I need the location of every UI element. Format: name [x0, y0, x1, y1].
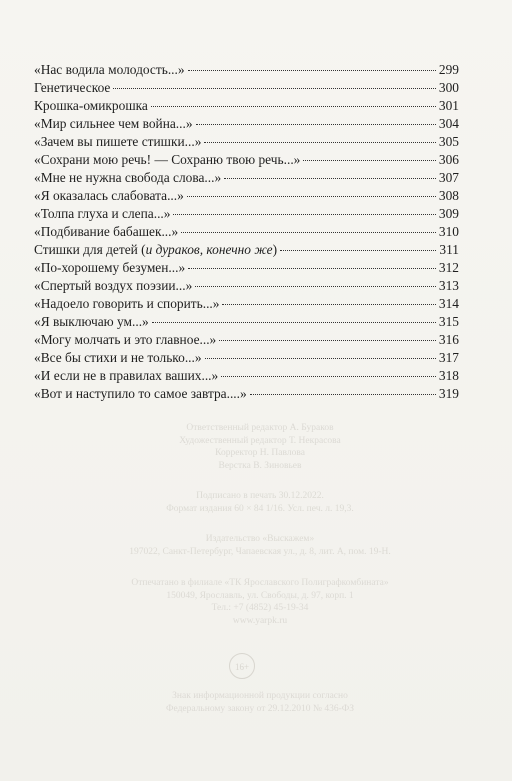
show-through-line: Знак информационной продукции согласно [172, 691, 348, 701]
show-through-line: Формат издания 60 × 84 1/16. Усл. печ. л. 19,3. [166, 503, 354, 514]
toc-entry-title: Крошка-омикрошка [34, 98, 148, 113]
dot-leader [151, 105, 436, 107]
toc-entry-title: «Спертый воздух поэзии...» [34, 278, 193, 293]
dot-leader [113, 87, 436, 89]
toc-entry-page-number: 315 [438, 314, 459, 329]
toc-entry-page-number: 310 [438, 224, 459, 239]
toc-entry-title: Стишки для детей (и дураков, конечно же) [34, 242, 278, 257]
show-through-block-editorial [100, 422, 420, 472]
toc-entry-page-number: 316 [438, 332, 459, 347]
show-through-line: 197022, Санкт-Петербург, Чапаевская ул., д. 8, лит. А, пом. 19-Н. [129, 546, 391, 557]
dot-leader [250, 393, 436, 395]
toc-entry-title: «Сохрани мою речь! — Сохраню твою речь...» [34, 152, 301, 167]
toc-entry-title: «Мне не нужна свобода слова...» [34, 170, 222, 185]
dot-leader [187, 195, 436, 197]
toc-entry-page-number: 307 [438, 170, 459, 185]
show-through-line: 150049, Ярославль, ул. Свободы, д. 97, корп. 1 [166, 590, 354, 601]
toc-entry [34, 241, 459, 259]
toc-entry-page-number: 314 [438, 296, 459, 311]
toc-entry-page-number: 313 [438, 278, 459, 293]
toc-entry-title: «Я выключаю ум...» [34, 314, 149, 329]
toc-entry-title: «По-хорошему безумен...» [34, 260, 186, 275]
toc-entry-page-number: 304 [438, 116, 459, 131]
toc-entry-page-number: 319 [438, 386, 459, 401]
dot-leader [173, 213, 435, 215]
toc-entry [34, 133, 459, 151]
age-rating-emblem: 16+ [229, 653, 255, 679]
toc-entry-page-number: 299 [438, 62, 459, 77]
dot-leader [224, 177, 436, 179]
toc-entry [34, 367, 459, 385]
toc-entry [34, 277, 459, 295]
toc-entry-page-number: 301 [438, 98, 459, 113]
toc-entry [34, 385, 459, 403]
show-through-line: Корректор Н. Павлова [215, 448, 305, 458]
toc-entry-page-number: 308 [438, 188, 459, 203]
toc-entry-title: «Могу молчать и это главное...» [34, 332, 217, 347]
toc-entry [34, 223, 459, 241]
toc-entry [34, 295, 459, 313]
show-through-block-print-info [100, 490, 420, 515]
dot-leader [152, 321, 436, 323]
show-through-line: Отпечатано в филиале «ТК Ярославского Полиграфкомбината» [131, 578, 389, 588]
toc-entry [34, 61, 459, 79]
dot-leader [205, 357, 436, 359]
toc-entry-title: «Подбивание бабашек...» [34, 224, 179, 239]
toc-entry-page-number: 318 [438, 368, 459, 383]
toc-entry-title: «Я оказалась слабовата...» [34, 188, 184, 203]
dot-leader [188, 69, 436, 71]
toc-entry [34, 331, 459, 349]
dot-leader [219, 339, 436, 341]
dot-leader [303, 159, 436, 161]
toc-entry-title: «Нас водила молодость...» [34, 62, 185, 77]
toc-entry [34, 187, 459, 205]
toc-entry-title: «Вот и наступило то самое завтра....» [34, 386, 247, 401]
toc-entry-page-number: 306 [438, 152, 459, 167]
toc-entry-page-number: 309 [438, 206, 459, 221]
toc-entry-title: «Надоело говорить и спорить...» [34, 296, 220, 311]
toc-entry [34, 79, 459, 97]
toc-entry [34, 205, 459, 223]
toc-entry [34, 169, 459, 187]
toc-entry-page-number: 300 [438, 80, 459, 95]
table-of-contents [34, 61, 459, 403]
dot-leader [222, 303, 435, 305]
show-through-line: www.yarpk.ru [232, 615, 288, 626]
toc-entry-page-number: 312 [438, 260, 459, 275]
show-through-block-publisher [100, 533, 420, 558]
toc-entry-title: Генетическое [34, 80, 111, 95]
dot-leader [188, 267, 436, 269]
toc-entry [34, 313, 459, 331]
toc-entry-page-number: 305 [438, 134, 459, 149]
toc-entry [34, 97, 459, 115]
dot-leader [280, 249, 436, 251]
toc-entry-title: «Зачем вы пишете стишки...» [34, 134, 202, 149]
toc-entry-title: «Мир сильнее чем война...» [34, 116, 193, 131]
toc-entry [34, 115, 459, 133]
toc-entry-page-number: 317 [438, 350, 459, 365]
toc-entry-page-number: 311 [439, 242, 459, 257]
show-through-line: Издательство «Выскажем» [205, 534, 315, 544]
show-through-line: Тел.: +7 (4852) 45-19-34 [211, 603, 309, 613]
show-through-line: Подписано в печать 30.12.2022. [196, 491, 324, 501]
dot-leader [221, 375, 436, 377]
dot-leader [181, 231, 436, 233]
show-through-line: Ответственный редактор А. Бураков [186, 423, 334, 433]
dot-leader [204, 141, 436, 143]
dot-leader [196, 123, 436, 125]
dot-leader [195, 285, 436, 287]
show-through-line: Федеральному закону от 29.12.2010 № 436-ФЗ [165, 703, 354, 714]
show-through-block-law [100, 690, 420, 715]
show-through-line: Верстка В. Зиновьев [218, 460, 302, 471]
toc-entry [34, 349, 459, 367]
toc-entry-title: «Толпа глуха и слепа...» [34, 206, 171, 221]
toc-entry [34, 151, 459, 169]
show-through-block-printer [100, 577, 420, 627]
toc-entry-title: «И если не в правилах ваших...» [34, 368, 219, 383]
toc-entry-title: «Все бы стихи и не только...» [34, 350, 202, 365]
show-through-line: Художественный редактор Т. Некрасова [179, 435, 341, 446]
toc-entry [34, 259, 459, 277]
